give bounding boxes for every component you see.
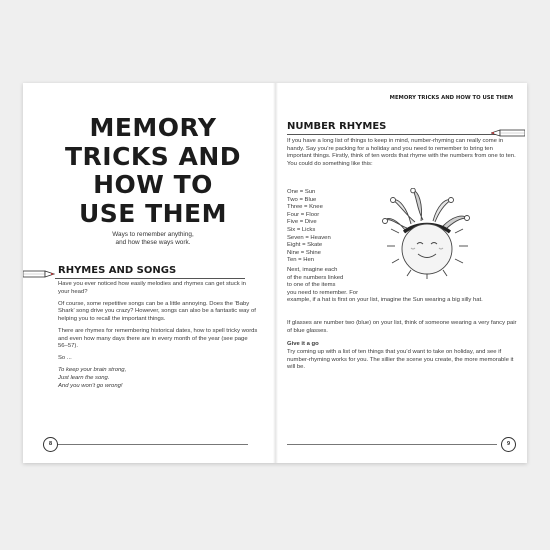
page-number-left: 8: [43, 437, 58, 452]
title-line: HOW TO: [93, 170, 213, 199]
paragraph: Of course, some repetitive songs can be a little annoying. Does the ‘Baby Shark’ song drive you crazy? However, songs can also be a fantastic way of helping you to recall the important things.: [58, 300, 256, 322]
book-spread: [23, 83, 527, 463]
chapter-title: [53, 114, 253, 228]
paragraph: Have you ever noticed how easily melodies and rhymes can get stuck in your head?: [58, 281, 246, 295]
chapter-subtitle: [53, 231, 253, 247]
list-item: Nine = Shine: [287, 249, 321, 256]
title-line: TRICKS AND: [64, 141, 242, 171]
list-item: Five = Dive: [287, 219, 317, 226]
rhyme-list: [287, 189, 367, 265]
list-item: Seven = Heaven: [287, 234, 331, 241]
left-page: [23, 83, 275, 463]
section-heading-rhymes: RHYMES AND SONGS: [58, 265, 177, 276]
list-item: Six = Licks: [287, 226, 316, 233]
text-line: to one of the items: [287, 282, 336, 289]
give-it-a-go-paragraph: Try coming up with a list of ten things that you’d want to take on holiday, and see if number-rhyming works for you. The sillier the scene you create, the more memorable it will be.: [287, 349, 514, 371]
footer-rule: [287, 444, 497, 445]
list-item: Three = Knee: [287, 204, 323, 211]
paragraph: There are rhymes for remembering historical dates, how to spell tricky words and even how many days there are in every month of the year (see page 56–57).: [58, 327, 258, 350]
glasses-paragraph: If glasses are number two (blue) on your list, think of someone wearing a very fancy pair of blue glasses.: [287, 320, 517, 334]
jester-sun-illustration: [377, 188, 477, 280]
intro-paragraph: If you have a long list of things to keep in mind, number-rhyming can really come in handy. Say you’re packing for a holiday and you need to remember to bring ten important things. Firstly, think of ten words that rhyme with the numbers from one to ten. You could do something like this:: [287, 138, 516, 167]
right-page: [277, 83, 527, 463]
imagine-paragraph-start: [287, 267, 377, 297]
list-item: Eight = Skate: [287, 242, 323, 249]
rhymes-body: [58, 281, 258, 395]
verse-line: To keep your brain strong,: [58, 367, 127, 374]
page-number-right: 9: [501, 437, 516, 452]
section-heading-number-rhymes: NUMBER RHYMES: [287, 121, 387, 132]
subtitle-line: and how these ways work.: [115, 239, 191, 246]
footer-rule: [58, 444, 248, 445]
running-head: MEMORY TRICKS AND HOW TO USE THEM: [389, 95, 513, 101]
list-item: Two = Blue: [287, 196, 317, 203]
text-line: Next, imagine each: [287, 267, 338, 273]
list-item: Four = Floor: [287, 211, 320, 218]
verse-line: Just learn the song.: [58, 374, 110, 381]
list-item: One = Sun: [287, 189, 316, 195]
give-it-a-go-heading: Give it a go: [287, 341, 319, 347]
text-line: you need to remember. For: [287, 289, 359, 296]
imagine-paragraph-end: example, if a hat is first on your list, imagine the Sun wearing a big silly hat.: [287, 297, 483, 303]
pencil-icon: [23, 267, 55, 281]
section-underline: [55, 278, 245, 279]
title-line: USE THEM: [78, 198, 228, 228]
title-line: MEMORY: [89, 113, 217, 142]
verse-line: And you won’t go wrong!: [58, 382, 123, 389]
section-underline: [287, 134, 497, 135]
subtitle-line: Ways to remember anything,: [112, 231, 194, 238]
paragraph: So ...: [58, 355, 72, 362]
rhyme-verse: [58, 367, 258, 390]
list-item: Ten = Hen: [287, 257, 315, 264]
text-line: of the numbers linked: [287, 274, 344, 281]
